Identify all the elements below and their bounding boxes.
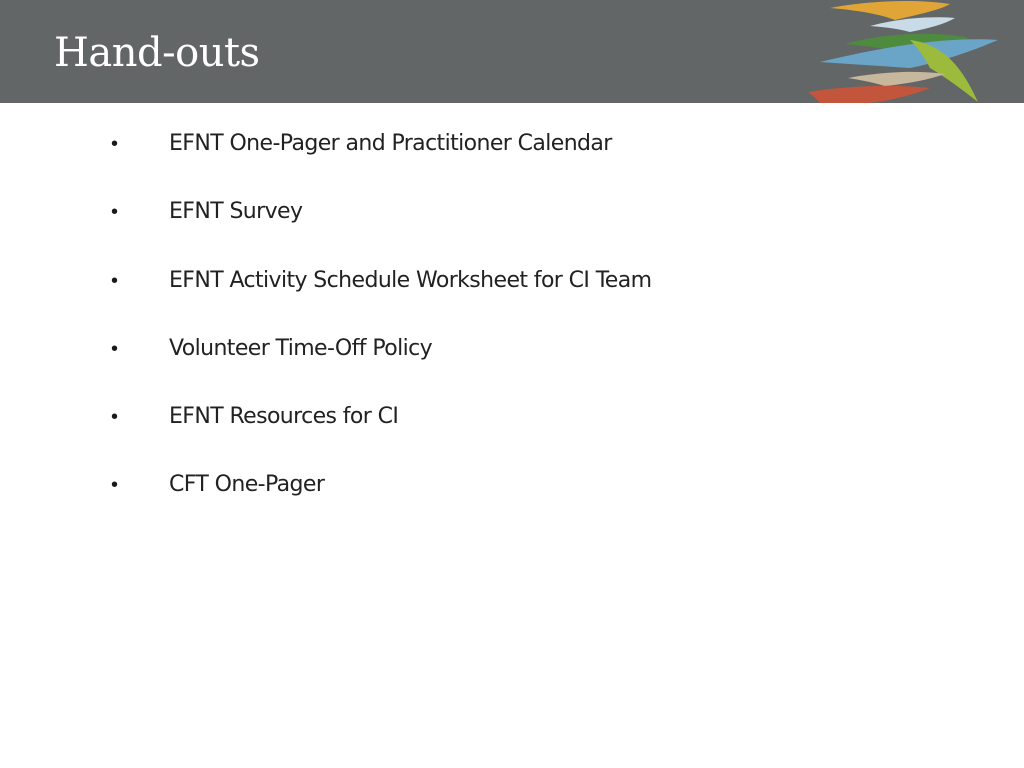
logo-ribbon-tan: [848, 72, 945, 86]
list-item-text: EFNT Resources for CI: [169, 404, 399, 430]
list-item-text: Volunteer Time-Off Policy: [169, 335, 433, 361]
list-item: [0, 329, 1024, 397]
list-item-text: CFT One-Pager: [169, 472, 325, 498]
list-item: [0, 261, 1024, 329]
slide-title: Hand-outs: [54, 30, 260, 76]
list-item: [0, 465, 1024, 533]
logo-ribbon-orange: [830, 1, 950, 20]
list-item-text: EFNT One-Pager and Practitioner Calendar: [169, 131, 612, 156]
list-item-text: EFNT Survey: [169, 199, 303, 225]
logo-ribbon-light-blue: [870, 17, 955, 32]
title-banner: [0, 0, 1024, 103]
logo-ribbon-red: [808, 86, 930, 103]
bullet-icon: •: [111, 133, 119, 155]
list-item: [0, 192, 1024, 260]
bullet-icon: •: [111, 406, 119, 429]
list-item-text: EFNT Activity Schedule Worksheet for CI Team: [169, 267, 652, 293]
handout-list: [0, 124, 1024, 534]
list-item: [0, 124, 1024, 192]
bullet-icon: •: [111, 474, 119, 497]
ribbon-logo-icon: [800, 0, 1024, 103]
bullet-icon: •: [111, 201, 119, 224]
bullet-icon: •: [111, 269, 119, 292]
bullet-icon: •: [111, 337, 119, 360]
list-item: [0, 397, 1024, 465]
